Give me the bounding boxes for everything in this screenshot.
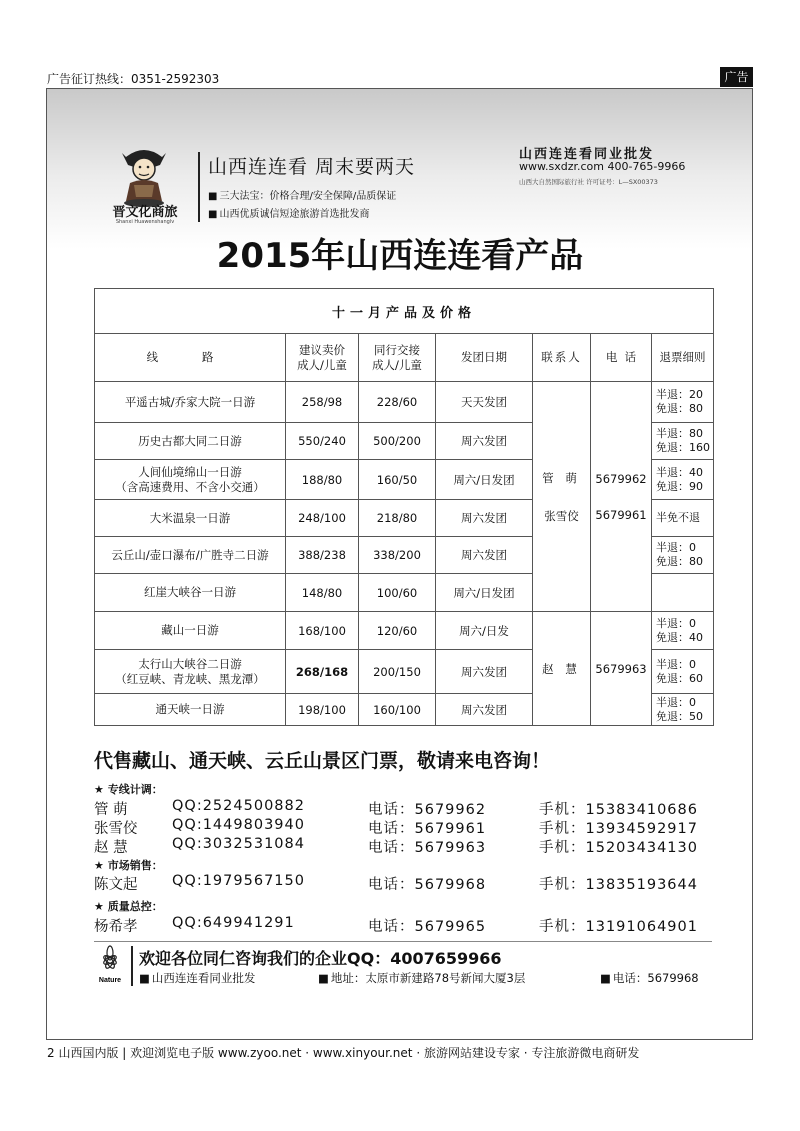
header-bullet: ■ 山西优质诚信短途旅游首选批发商	[208, 205, 369, 220]
footer-vline	[131, 946, 133, 986]
date-cell: 天天发团	[436, 382, 533, 423]
ad-hotline: 广告征订热线：0351-2592303	[47, 72, 220, 86]
welcome-qq: 欢迎各位同仁咨询我们的企业QQ：4007659966	[139, 949, 502, 968]
contact-row	[94, 873, 714, 893]
trade-price-cell: 218/80	[359, 500, 436, 537]
col-trade: 同行交接 成人/儿童	[359, 334, 436, 382]
footer-item: ■ 地址：太原市新建路78号新闻大厦3层	[318, 970, 525, 986]
date-cell: 周六发团	[436, 500, 533, 537]
retail-price-cell: 550/240	[286, 423, 359, 460]
contact-row	[94, 915, 714, 935]
ad-tag: 广告	[720, 67, 753, 87]
phone-number: 5679961	[595, 507, 647, 522]
table-title: 十一月产品及价格	[95, 289, 714, 334]
date-cell: 周六发团	[436, 423, 533, 460]
refund-line: 半免不退	[656, 511, 700, 524]
refund-cell	[652, 612, 714, 650]
date-cell: 周六/日发	[436, 612, 533, 650]
slogan: 山西连连看 周末要两天	[208, 156, 416, 178]
person-qq: QQ:2524500882	[172, 798, 305, 814]
route-cell: 云丘山/壶口瀑布/广胜寺二日游	[95, 537, 286, 574]
phone-cell	[591, 382, 652, 612]
date-cell: 周六发团	[436, 650, 533, 694]
refund-line: 免退：80	[656, 555, 703, 568]
contact-cell: 赵 慧	[533, 612, 591, 726]
header-divider	[198, 152, 200, 222]
refund-cell	[652, 694, 714, 726]
section-label: ★ 专线计调：	[94, 783, 163, 796]
wholesale-title: 山西连连看同业批发	[519, 147, 655, 162]
trade-price-cell: 200/150	[359, 650, 436, 694]
section-label: ★ 质量总控：	[94, 900, 163, 913]
col-date: 发团日期	[436, 334, 533, 382]
retail-price-cell: 188/80	[286, 460, 359, 500]
refund-line: 半退：0	[656, 657, 696, 671]
route-cell: 通天峡一日游	[95, 694, 286, 726]
contact-row	[94, 836, 714, 856]
refund-line: 半退：0	[656, 616, 696, 630]
refund-line: 免退：50	[656, 709, 703, 723]
contact-cell	[533, 382, 591, 612]
date-cell: 周六/日发团	[436, 460, 533, 500]
ticket-banner: 代售藏山、通天峡、云丘山景区门票，敬请来电咨询！	[94, 750, 551, 772]
website-phone: www.sxdzr.com 400-765-9966	[519, 160, 686, 173]
refund-line: 半退：0	[656, 695, 696, 709]
route-cell: 平遥古城/乔家大院一日游	[95, 382, 286, 423]
retail-price-cell: 168/100	[286, 612, 359, 650]
col-retail: 建议卖价 成人/儿童	[286, 334, 359, 382]
retail-price-cell: 198/100	[286, 694, 359, 726]
person-tel: 电话：5679965	[368, 919, 487, 935]
person-tel: 电话：5679962	[368, 802, 487, 818]
person-mobile: 手机：15383410686	[539, 802, 698, 818]
person-name: 杨希孝	[94, 919, 138, 935]
route-cell: 藏山一日游	[95, 612, 286, 650]
table-row	[95, 612, 714, 650]
col-route: 线 路	[95, 334, 286, 382]
refund-line: 免退：60	[656, 671, 703, 685]
person-name: 赵 慧	[94, 840, 128, 856]
refund-line: 半退：0	[656, 541, 696, 554]
person-tel: 电话：5679961	[368, 821, 487, 837]
refund-line: 半退：40	[656, 465, 703, 479]
person-name: 管 萌	[94, 802, 128, 818]
route-cell: 人间仙境绵山一日游 （含高速费用、不含小交通）	[95, 460, 286, 500]
nature-logo-icon	[94, 944, 126, 992]
table-row	[95, 382, 714, 423]
person-mobile: 手机：13835193644	[539, 877, 698, 893]
person-tel: 电话：5679963	[368, 840, 487, 856]
person-qq: QQ:1449803940	[172, 817, 305, 833]
person-mobile: 手机：13191064901	[539, 919, 698, 935]
col-phone: 电 话	[591, 334, 652, 382]
footer-item: ■ 山西连连看同业批发	[139, 970, 255, 986]
license-text: 山西大自然国际旅行社 许可证号：L—SX00373	[519, 178, 658, 186]
contact-row	[94, 798, 714, 818]
page-footer: 2 山西国内版 | 欢迎浏览电子版 www.zyoo.net · www.xinyour.net · 旅游网站建设专家 · 专注旅游微电商研发	[47, 1046, 640, 1060]
price-table	[94, 288, 714, 726]
person-name: 陈文起	[94, 877, 138, 893]
refund-line: 半退：80	[656, 427, 703, 440]
refund-cell	[652, 650, 714, 694]
nature-logo-text: Nature	[98, 977, 122, 984]
contact-row	[94, 817, 714, 837]
route-cell: 太行山大峡谷二日游 （红豆峡、青龙峡、黑龙潭）	[95, 650, 286, 694]
contact-name: 管 萌	[542, 470, 581, 485]
person-qq: QQ:1979567150	[172, 873, 305, 889]
col-refund: 退票细则	[652, 334, 714, 382]
retail-price-cell: 268/168	[286, 650, 359, 694]
trade-price-cell: 228/60	[359, 382, 436, 423]
retail-price-cell: 148/80	[286, 574, 359, 612]
route-cell: 历史古都大同二日游	[95, 423, 286, 460]
refund-line: 半退：20	[656, 388, 703, 401]
retail-price-cell: 258/98	[286, 382, 359, 423]
trade-price-cell: 338/200	[359, 537, 436, 574]
col-contact: 联系人	[533, 334, 591, 382]
date-cell: 周六/日发团	[436, 574, 533, 612]
brand-subtitle: Shanxi Huawenshanglv	[115, 219, 175, 225]
route-cell: 红崖大峡谷一日游	[95, 574, 286, 612]
trade-price-cell: 160/100	[359, 694, 436, 726]
footer-item: ■ 电话：5679968	[600, 970, 699, 986]
refund-cell	[652, 423, 714, 460]
refund-cell	[652, 382, 714, 423]
brand-name: 晋文化商旅	[112, 205, 178, 220]
header-bullet: ■ 三大法宝：价格合理/安全保障/品质保证	[208, 187, 396, 202]
retail-price-cell: 388/238	[286, 537, 359, 574]
person-qq: QQ:3032531084	[172, 836, 305, 852]
retail-price-cell: 248/100	[286, 500, 359, 537]
date-cell: 周六发团	[436, 694, 533, 726]
contact-name: 张雪佼	[544, 508, 579, 523]
refund-line: 免退：80	[656, 402, 703, 415]
page-title: 2015年山西连连看产品	[216, 236, 584, 276]
refund-cell	[652, 460, 714, 500]
section-label: ★ 市场销售：	[94, 859, 163, 872]
trade-price-cell: 160/50	[359, 460, 436, 500]
trade-price-cell: 100/60	[359, 574, 436, 612]
date-cell: 周六发团	[436, 537, 533, 574]
person-name: 张雪佼	[94, 821, 138, 837]
refund-cell	[652, 574, 714, 612]
refund-cell	[652, 500, 714, 537]
refund-line: 免退：40	[656, 630, 703, 644]
refund-line: 免退：90	[656, 479, 703, 493]
refund-cell	[652, 537, 714, 574]
route-cell: 大米温泉一日游	[95, 500, 286, 537]
person-qq: QQ:649941291	[172, 915, 295, 931]
person-tel: 电话：5679968	[368, 877, 487, 893]
footer-divider	[94, 941, 712, 942]
phone-number: 5679962	[595, 471, 647, 486]
trade-price-cell: 500/200	[359, 423, 436, 460]
phone-cell: 5679963	[591, 612, 652, 726]
trade-price-cell: 120/60	[359, 612, 436, 650]
refund-line: 免退：160	[656, 441, 710, 454]
person-mobile: 手机：15203434130	[539, 840, 698, 856]
person-mobile: 手机：13934592917	[539, 821, 698, 837]
